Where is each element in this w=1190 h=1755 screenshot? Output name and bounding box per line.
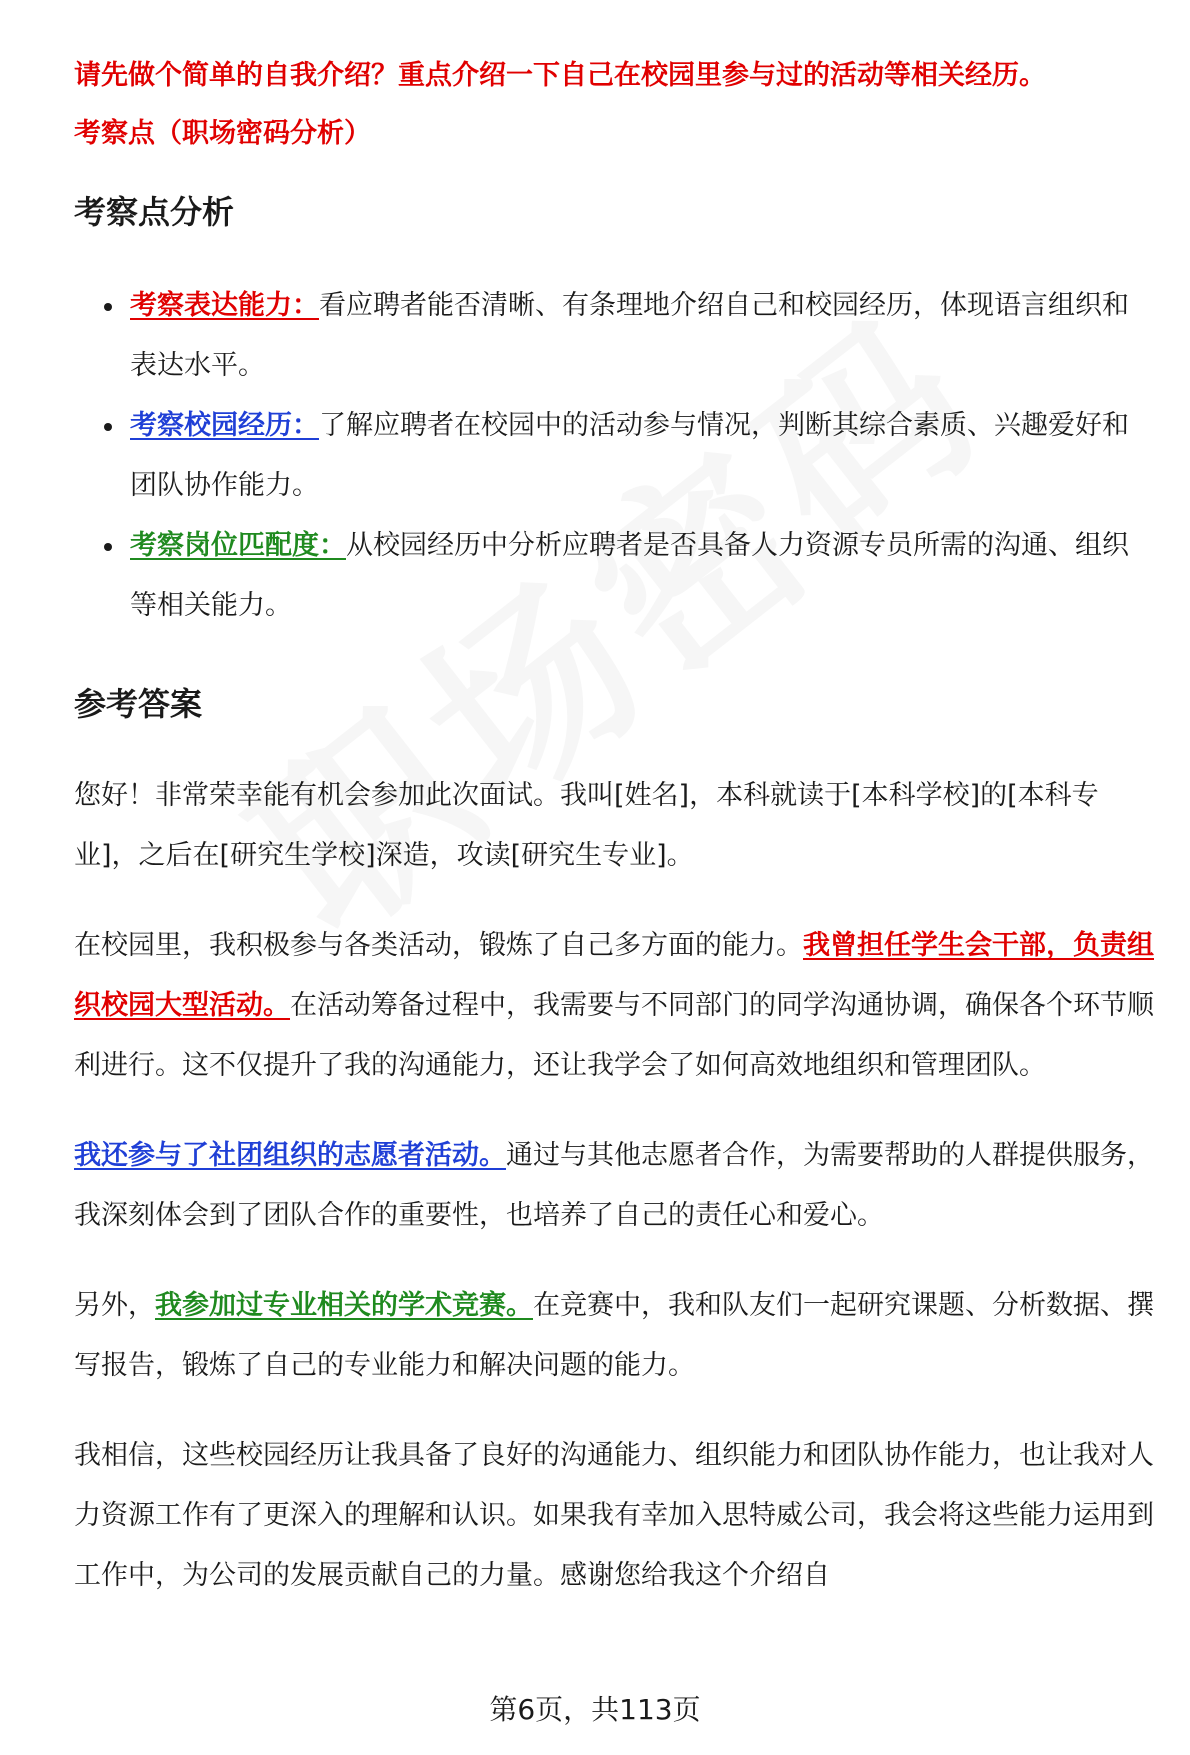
section-title-answer: 参考答案 xyxy=(74,685,203,723)
section-title-analysis: 考察点分析 xyxy=(74,193,235,231)
answer-highlight: 我参加过专业相关的学术竞赛。 xyxy=(155,1290,533,1321)
page-footer: 第6页，共113页 xyxy=(489,1693,701,1726)
kaocha-label: 考察点（职场密码分析） xyxy=(74,118,371,149)
answer-paragraph-4 xyxy=(74,1276,1154,1396)
interview-question: 请先做个简单的自我介绍？重点介绍一下自己在校园里参与过的活动等相关经历。 xyxy=(74,60,1046,91)
analysis-point xyxy=(74,396,1154,516)
answer-paragraph-2 xyxy=(74,916,1154,1096)
point-label: 考察校园经历： xyxy=(130,410,319,441)
answer-text: 在竞赛中，我和队友们一起研究课题、分析数据、撰写报告，锻炼了自己的专业能力和解决问题的能力。 xyxy=(74,1290,1154,1381)
answer-highlight: 我还参与了社团组织的志愿者活动。 xyxy=(74,1140,506,1171)
answer-text: 另外， xyxy=(74,1290,155,1321)
point-label: 考察表达能力： xyxy=(130,290,319,321)
analysis-points xyxy=(74,276,1154,636)
answer-paragraph-1: 您好！非常荣幸能有机会参加此次面试。我叫[姓名]，本科就读于[本科学校]的[本科专业]，之后在[研究生学校]深造，攻读[研究生专业]。 xyxy=(74,780,1099,871)
answer-text: 在校园里，我积极参与各类活动，锻炼了自己多方面的能力。 xyxy=(74,930,803,961)
analysis-point xyxy=(74,516,1154,636)
point-text: 从校园经历中分析应聘者是否具备人力资源专员所需的沟通、组织等相关能力。 xyxy=(130,530,1129,621)
point-text: 了解应聘者在校园中的活动参与情况，判断其综合素质、兴趣爱好和团队协作能力。 xyxy=(130,410,1129,501)
answer-text: 在活动筹备过程中，我需要与不同部门的同学沟通协调，确保各个环节顺利进行。这不仅提升了我的沟通能力，还让我学会了如何高效地组织和管理团队。 xyxy=(74,990,1154,1081)
answer-highlight: 我曾担任学生会干部，负责组织校园大型活动。 xyxy=(74,930,1154,1021)
analysis-point xyxy=(74,276,1154,396)
answer-paragraph-5: 我相信，这些校园经历让我具备了良好的沟通能力、组织能力和团队协作能力，也让我对人力资源工作有了更深入的理解和认识。如果我有幸加入思特威公司，我会将这些能力运用到工作中，为公司的发展贡献自己的力量。感谢您给我这个介绍自 xyxy=(74,1440,1154,1591)
answer-paragraph-3 xyxy=(74,1126,1154,1246)
answer-text: 通过与其他志愿者合作，为需要帮助的人群提供服务，我深刻体会到了团队合作的重要性，也培养了自己的责任心和爱心。 xyxy=(74,1140,1154,1231)
point-label: 考察岗位匹配度： xyxy=(130,530,346,561)
content xyxy=(74,50,1154,1606)
point-text: 看应聘者能否清晰、有条理地介绍自己和校园经历，体现语言组织和表达水平。 xyxy=(130,290,1129,381)
